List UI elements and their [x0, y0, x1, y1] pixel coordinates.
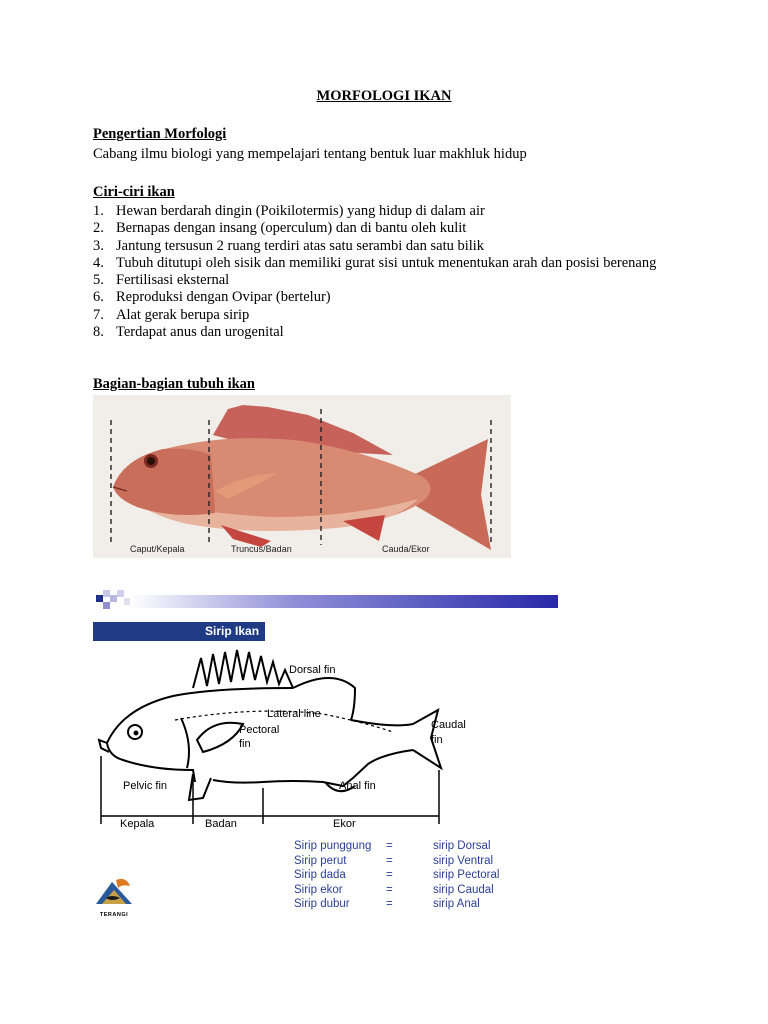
label-pectoral-fin-1: Pectoral [239, 724, 280, 736]
terangi-logo [92, 874, 136, 920]
list-number: 5. [93, 272, 104, 289]
label-badan: Badan [205, 818, 237, 830]
fin-local-name: Sirip dubur [294, 898, 350, 910]
list-text: Tubuh ditutupi oleh sisik dan memiliki gurat sisi untuk menentukan arah dan posisi berenang [116, 254, 657, 271]
fin-local-name: Sirip perut [294, 854, 347, 867]
label-caput: Caput/Kepala [130, 544, 185, 554]
list-item [93, 307, 675, 324]
table-row [294, 868, 524, 883]
list-text: Bernapas dengan insang (operculum) dan di bantu oleh kulit [116, 220, 467, 237]
equals-sign: = [386, 840, 393, 852]
label-caudal-fin-2: fin [431, 734, 443, 746]
list-item [93, 289, 675, 306]
equals-sign: = [386, 869, 393, 881]
fin-term: sirip Anal [433, 898, 480, 910]
logo-text: TERANGI [99, 912, 129, 918]
fin-local-name: Sirip dada [294, 869, 346, 881]
equals-sign: = [386, 883, 393, 896]
fin-diagram [93, 648, 473, 832]
list-item [93, 255, 675, 272]
equals-sign: = [386, 898, 393, 910]
fin-local-name: Sirip ekor [294, 883, 343, 896]
decorative-gradient-bar [130, 595, 558, 608]
label-ekor: Ekor [333, 818, 356, 830]
label-pelvic-fin: Pelvic fin [123, 780, 168, 792]
list-number: 6. [93, 289, 104, 306]
list-text: Reproduksi dengan Ovipar (bertelur) [116, 289, 331, 306]
list-text: Alat gerak berupa sirip [116, 306, 250, 323]
fin-terminology-table [294, 839, 524, 915]
decorative-squares [96, 590, 132, 614]
table-row [294, 897, 524, 912]
ciri-heading: Ciri-ciri ikan [93, 184, 175, 200]
label-anal-fin: Anal fin [339, 780, 376, 792]
sirip-ikan-tab: Sirip Ikan [93, 622, 265, 641]
list-item [93, 272, 675, 289]
label-caudal-fin-1: Caudal [431, 719, 466, 731]
label-cauda: Cauda/Ekor [382, 544, 430, 554]
equals-sign: = [386, 854, 393, 867]
label-dorsal-fin: Dorsal fin [289, 664, 336, 676]
bagian-heading: Bagian-bagian tubuh ikan [93, 376, 255, 392]
page-title: MORFOLOGI IKAN [316, 88, 452, 104]
list-item [93, 324, 675, 341]
pengertian-heading: Pengertian Morfologi [93, 126, 227, 142]
list-text: Terdapat anus dan urogenital [116, 324, 284, 341]
fish-photo-drawing [93, 395, 511, 558]
list-item [93, 220, 675, 237]
label-pectoral-fin-2: fin [239, 738, 251, 750]
fin-term: sirip Ventral [433, 854, 494, 867]
table-row [294, 839, 524, 854]
list-text: Fertilisasi eksternal [116, 272, 230, 289]
list-item [93, 203, 675, 220]
list-item [93, 238, 675, 255]
fin-diagram-drawing [93, 648, 473, 832]
table-row [294, 883, 524, 898]
ciri-list [93, 203, 675, 341]
list-number: 1. [93, 203, 104, 219]
fish-photo [93, 395, 511, 558]
terangi-logo-icon [92, 874, 136, 912]
list-number: 3. [93, 237, 104, 254]
fin-term: sirip Dorsal [433, 840, 491, 852]
list-text: Hewan berdarah dingin (Poikilotermis) yang hidup di dalam air [116, 203, 485, 219]
fin-term: sirip Pectoral [433, 869, 500, 881]
list-text: Jantung tersusun 2 ruang terdiri atas satu serambi dan satu bilik [116, 237, 485, 254]
list-number: 4. [93, 254, 104, 271]
label-lateral-line: Lateral line [267, 708, 321, 720]
list-number: 2. [93, 220, 104, 237]
fin-term: sirip Caudal [433, 883, 494, 896]
list-number: 7. [93, 306, 104, 323]
fin-local-name: Sirip punggung [294, 840, 372, 852]
list-number: 8. [93, 324, 104, 341]
table-row [294, 854, 524, 869]
pengertian-text: Cabang ilmu biologi yang mempelajari tentang bentuk luar makhluk hidup [93, 146, 527, 162]
label-truncus: Truncus/Badan [231, 544, 292, 554]
label-kepala: Kepala [120, 818, 155, 830]
